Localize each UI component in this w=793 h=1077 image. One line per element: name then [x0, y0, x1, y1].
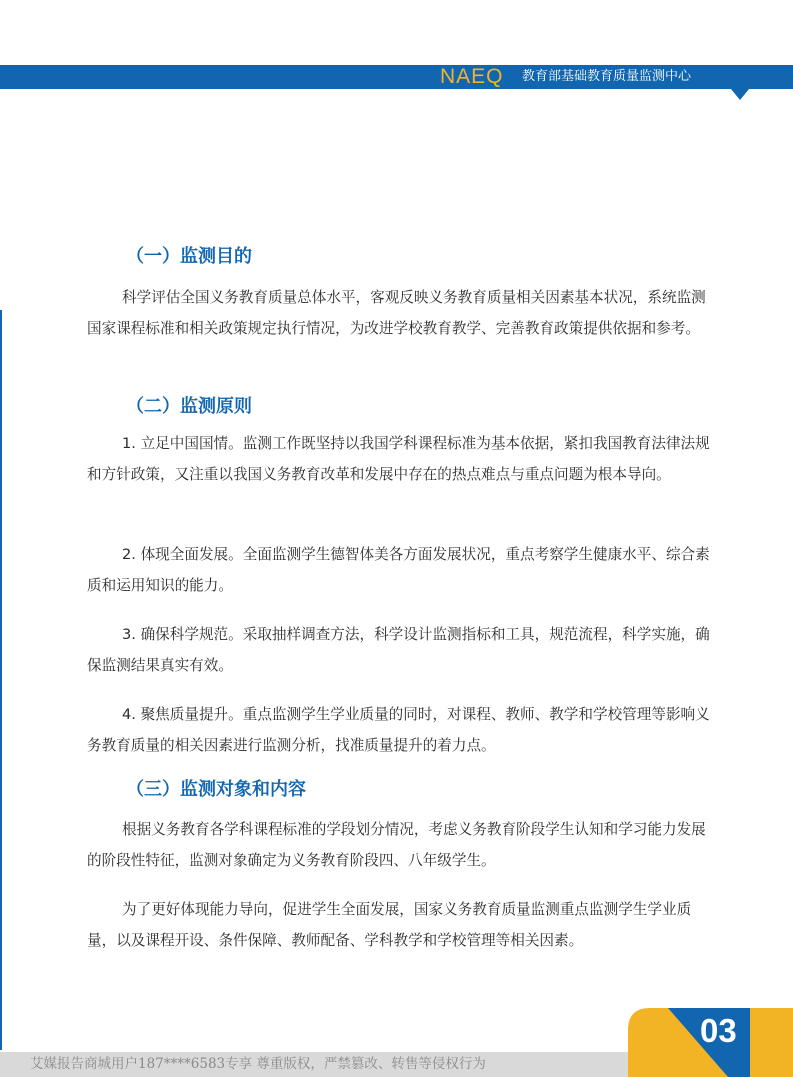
section-heading-principles: （二）监测原则: [126, 396, 252, 417]
paragraph-principle-4: 4. 聚焦质量提升。重点监测学生学业质量的同时，对课程、教师、教学和学校管理等影响义务教育质量的相关因素进行监测分析，找准质量提升的着力点。: [87, 706, 710, 754]
page-number: 03: [700, 1012, 737, 1049]
section-heading-subjects: （三）监测对象和内容: [126, 779, 306, 800]
paragraph-subjects-1: 根据义务教育各学科课程标准的学段划分情况，考虑义务教育阶段学生认知和学习能力发展的阶段性特征，监测对象确定为义务教育阶段四、八年级学生。: [87, 821, 706, 869]
paragraph-purpose: 科学评估全国义务教育质量总体水平，客观反映义务教育质量相关因素基本状况，系统监测国家课程标准和相关政策规定执行情况，为改进学校教育教学、完善教育政策提供依据和参考。: [87, 289, 706, 337]
paragraph-subjects-2: 为了更好体现能力导向，促进学生全面发展，国家义务教育质量监测重点监测学生学业质量，以及课程开设、条件保障、教师配备、学科教学和学校管理等相关因素。: [87, 901, 692, 949]
header-title: 教育部基础教育质量监测中心: [522, 69, 692, 84]
paragraph-principle-2: 2. 体现全面发展。全面监测学生德智体美各方面发展状况，重点考察学生健康水平、综合素质和运用知识的能力。: [87, 546, 710, 594]
naeq-logo: NAEQ: [440, 65, 504, 88]
paragraph-principle-3: 3. 确保科学规范。采取抽样调查方法，科学设计监测指标和工具，规范流程，科学实施，确保监测结果真实有效。: [87, 626, 710, 674]
section-heading-purpose: （一）监测目的: [126, 246, 252, 267]
left-margin-rule: [0, 310, 2, 1050]
copyright-watermark: 艾媒报告商城用户187****6583专享 尊重版权，严禁篡改、转售等侵权行为: [30, 1056, 486, 1072]
header-notch: [731, 89, 749, 100]
paragraph-principle-1: 1. 立足中国国情。监测工作既坚持以我国学科课程标准为基本依据，紧扣我国教育法律法规和方针政策，又注重以我国义务教育改革和发展中存在的热点难点与重点问题为根本导向。: [87, 435, 710, 483]
